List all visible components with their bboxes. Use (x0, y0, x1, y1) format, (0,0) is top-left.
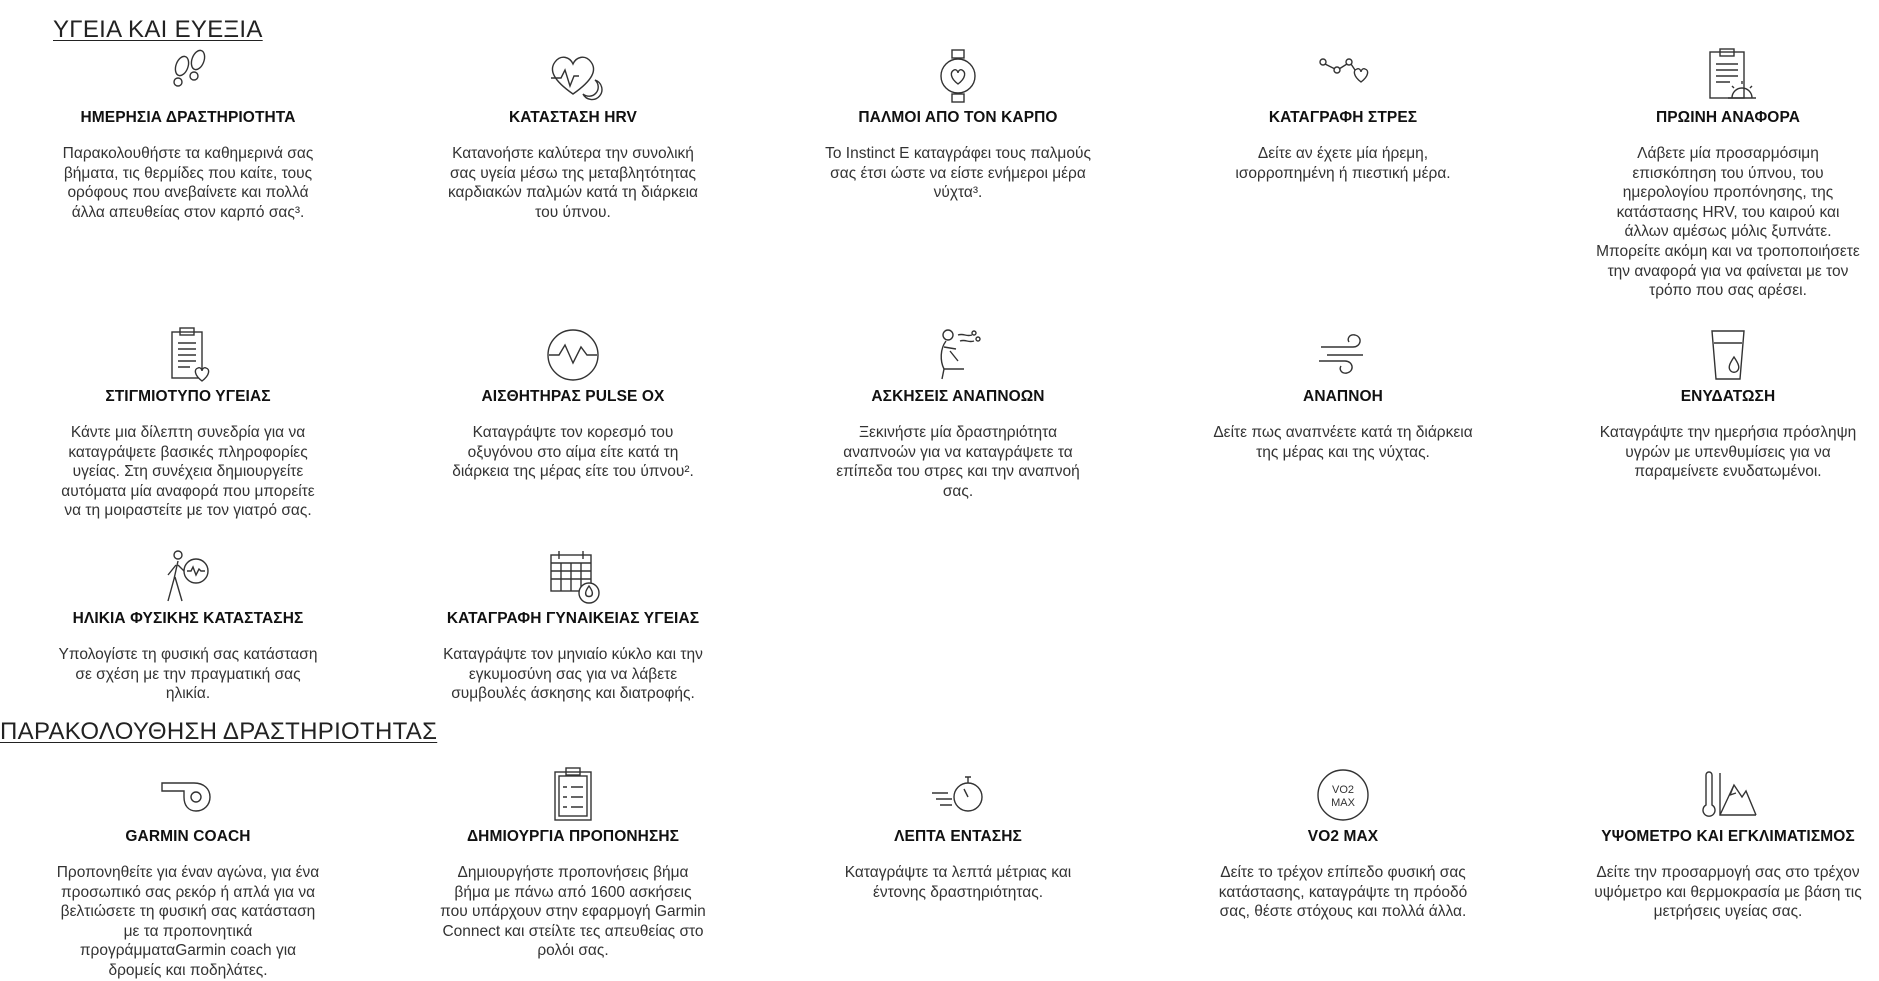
feature-title: ΕΝΥΔΑΤΩΣΗ (1680, 388, 1776, 405)
feature-title: ΚΑΤΑΣΤΑΣΗ HRV (509, 109, 637, 126)
feature-description: Κατανοήστε καλύτερα την συνολική σας υγεία μέσω της μεταβλητότητας καρδιακών παλμών κατά τη διάρκεια του ύπνου. (447, 145, 699, 221)
feature-description: Παρακολουθήστε τα καθημερινά σας βήματα, τις θερμίδες που καίτε, τους ορόφους που ανεβαίνετε και πολλά άλλα απευθείας στον καρπό σας³. (62, 145, 314, 221)
feature-title: ΔΗΜΙΟΥΡΓΙΑ ΠΡΟΠΟΝΗΣΗΣ (466, 828, 680, 845)
feature-title: ΑΣΚΗΣΕΙΣ ΑΝΑΠΝΟΩΝ (871, 388, 1045, 405)
feature-card-hrv-status (435, 48, 711, 222)
feature-card-altitude-acclimation (1590, 767, 1866, 922)
feature-card-morning-report (1590, 48, 1866, 301)
feature-description: Δείτε αν έχετε μία ήρεμη, ισορροπημένη ή πιεστική μέρα. (1235, 145, 1451, 182)
feature-description: Δείτε πως αναπνέετε κατά τη διάρκεια της μέρας και της νύχτας. (1213, 424, 1473, 461)
feature-title: ΛΕΠΤΑ ΕΝΤΑΣΗΣ (894, 828, 1022, 845)
section-title-activity-tracking: ΠΑΡΑΚΟΛΟΥΘΗΣΗ ΔΡΑΣΤΗΡΙΟΤΗΤΑΣ (0, 718, 438, 745)
feature-title: ΚΑΤΑΓΡΑΦΗ ΣΤΡΕΣ (1268, 109, 1418, 126)
feature-description: Ξεκινήστε μία δραστηριότητα αναπνοών για να καταγράψετε τα επίπεδα του στρες και την αναπνοή σας. (836, 424, 1080, 500)
feature-description: Λάβετε μία προσαρμόσιμη επισκόπηση του ύπνου, του ημερολογίου προπόνησης, της κατάστασης HRV, του καιρού και άλλων αμέσως μόλις ξυπνάτε. Μπορείτε ακόμη και να τροποποιήσετε την αναφορά για να φαίνεται με τον τρόπο που σας αρέσει. (1596, 145, 1860, 300)
stopwatch-icon (928, 767, 988, 823)
fitness-age-icon (158, 549, 218, 605)
water-glass-icon (1698, 327, 1758, 383)
clipboard-heart-icon (158, 327, 218, 383)
feature-title: ΥΨΟΜΕΤΡΟ ΚΑΙ ΕΓΚΛΙΜΑΤΙΣΜΟΣ (1601, 828, 1855, 845)
feature-card-health-snapshot (50, 327, 326, 521)
feature-card-workout-creation (435, 767, 711, 961)
feature-card-respiration (1205, 327, 1481, 462)
feature-description: Κάντε μια δίλεπτη συνεδρία για να καταγράψετε βασικές πληροφορίες υγείας. Στη συνέχεια δημιουργείτε αυτόματα μία αναφορά που μπορείτε να τη μοιραστείτε με τον γιατρό σας. (61, 424, 315, 520)
feature-description: Καταγράψτε την ημερήσια πρόσληψη υγρών με υπενθυμίσεις για να παραμείνετε ενυδατωμένοι. (1599, 424, 1857, 481)
feature-description: Προπονηθείτε για έναν αγώνα, για ένα προσωπικό σας ρεκόρ ή απλά για να βελτιώσετε τη φυσική σας κατάσταση με τα προπονητικά προγράμματαGarmin coach για δρομείς και ποδηλάτες. (56, 864, 320, 979)
svg-text:VO2: VO2 (1331, 784, 1355, 796)
section-title-health: ΥΓΕΙΑ ΚΑΙ ΕΥΕΞΙΑ (53, 16, 263, 43)
feature-card-fitness-age (50, 549, 326, 704)
feature-card-wrist-hr (820, 48, 1096, 203)
feature-description: Το Instinct E καταγράφει τους παλμούς σας έτσι ώστε να είστε ενήμεροι μέρα νύχτα³. (825, 145, 1091, 202)
feature-card-intensity-minutes (820, 767, 1096, 902)
feature-title: ΗΛΙΚΙΑ ΦΥΣΙΚΗΣ ΚΑΤΑΣΤΑΣΗΣ (72, 610, 304, 627)
svg-text:MAX: MAX (1331, 797, 1355, 809)
feature-card-vo2max (1205, 767, 1481, 922)
feature-title: ΠΡΩΙΝΗ ΑΝΑΦΟΡΑ (1655, 109, 1801, 126)
feature-card-womens-health (435, 549, 711, 704)
calendar-drop-icon (543, 549, 603, 605)
feature-card-stress (1205, 48, 1481, 183)
feature-description: Καταγράψτε τα λεπτά μέτριας και έντονης δραστηριότητας. (844, 864, 1072, 901)
heart-moon-icon (543, 48, 603, 104)
feature-card-pulse-ox (435, 327, 711, 482)
feature-title: ΣΤΙΓΜΙΟΤΥΠΟ ΥΓΕΙΑΣ (105, 388, 271, 405)
feature-card-garmin-coach (50, 767, 326, 981)
feature-description: Καταγράψτε τον μηνιαίο κύκλο και την εγκυμοσύνη σας για να λάβετε συμβουλές άσκησης και διατροφής. (443, 646, 703, 703)
footprints-icon (158, 48, 218, 104)
feature-title: ΗΜΕΡΗΣΙΑ ΔΡΑΣΤΗΡΙΟΤΗΤΑ (80, 109, 296, 126)
feature-description: Καταγράψτε τον κορεσμό του οξυγόνου στο αίμα είτε κατά τη διάρκεια της μέρας είτε του ύπνου². (452, 424, 694, 481)
feature-description: Δημιουργήστε προπονήσεις βήμα βήμα με πάνω από 1600 ασκήσεις που υπάρχουν στην εφαρμογή Garmin Connect και στείλτε τες απευθείας στο ρολόι σας. (440, 864, 706, 960)
vo2max-icon (1313, 767, 1373, 823)
feature-card-breathwork (820, 327, 1096, 501)
wind-icon (1313, 327, 1373, 383)
breathing-person-icon (928, 327, 988, 383)
feature-description: Δείτε το τρέχον επίπεδο φυσική σας κατάστασης, καταγράψτε τη πρόοδό σας, θέστε στόχους και πολλά άλλα. (1218, 864, 1468, 921)
feature-title: ΚΑΤΑΓΡΑΦΗ ΓΥΝΑΙΚΕΙΑΣ ΥΓΕΙΑΣ (446, 610, 700, 627)
feature-title: ΑΝΑΠΝΟΗ (1303, 388, 1383, 405)
feature-title: ΠΑΛΜΟΙ ΑΠΟ ΤΟΝ ΚΑΡΠΟ (858, 109, 1058, 126)
clipboard-sunrise-icon (1698, 48, 1758, 104)
feature-card-daily-activity (50, 48, 326, 222)
stress-icon (1313, 48, 1373, 104)
altitude-icon (1698, 767, 1758, 823)
feature-title: VO2 MAX (1307, 828, 1379, 845)
feature-description: Υπολογίστε τη φυσική σας κατάσταση σε σχέση με την πραγματική σας ηλικία. (58, 646, 318, 703)
whistle-icon (158, 767, 218, 823)
feature-title: ΑΙΣΘΗΤΗΡΑΣ PULSE OX (481, 388, 665, 405)
feature-title: GARMIN COACH (125, 828, 251, 845)
feature-description: Δείτε την προσαρμογή σας στο τρέχον υψόμετρο και θερμοκρασία με βάση τις μετρήσεις υγείας σας. (1594, 864, 1862, 921)
feature-card-hydration (1590, 327, 1866, 482)
watch-heart-icon (928, 48, 988, 104)
clipboard-list-icon (543, 767, 603, 823)
pulse-ox-icon (543, 327, 603, 383)
